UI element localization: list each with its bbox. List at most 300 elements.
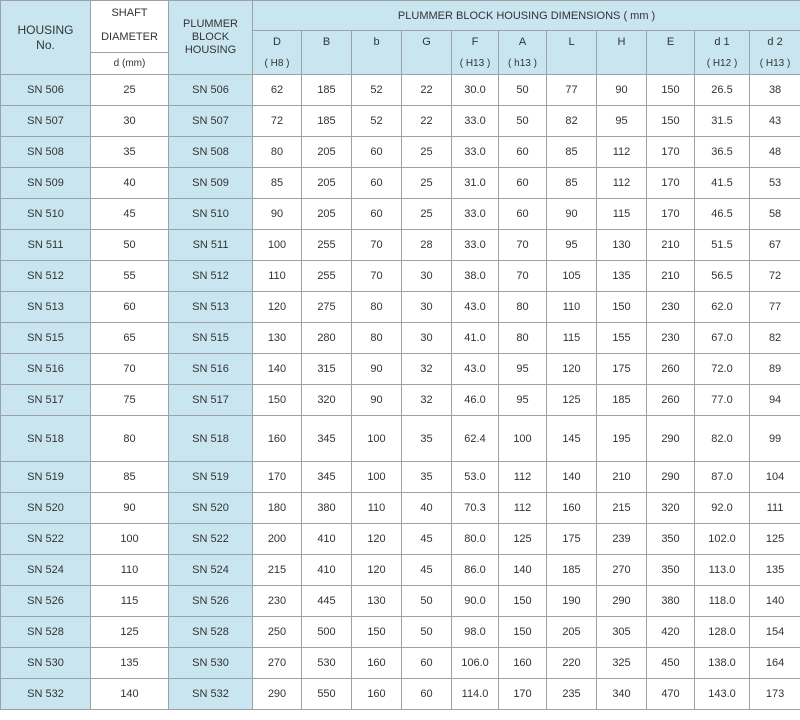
dimension-cell: 70 xyxy=(499,230,547,261)
dimension-cell: 325 xyxy=(597,648,647,679)
dimension-cell: 85 xyxy=(253,168,302,199)
dimension-cell: 30.0 xyxy=(452,75,499,106)
dimension-cell: 143.0 xyxy=(695,679,750,710)
dimension-cell: 160 xyxy=(352,648,402,679)
dimension-cell: 130 xyxy=(253,323,302,354)
column-header-7: H xyxy=(597,31,647,53)
column-tolerance-10: ( H13 ) xyxy=(750,53,800,75)
dimension-cell: 50 xyxy=(499,75,547,106)
table-row xyxy=(1,648,800,679)
column-header-0: D xyxy=(253,31,302,53)
dimension-cell: 70 xyxy=(352,230,402,261)
column-header-9: d 1 xyxy=(695,31,750,53)
shaft-header-line1: SHAFT xyxy=(111,7,148,19)
dimension-cell: 70 xyxy=(352,261,402,292)
dimension-cell: 550 xyxy=(302,679,352,710)
table-row xyxy=(1,617,800,648)
table-row xyxy=(1,385,800,416)
dimension-cell: 500 xyxy=(302,617,352,648)
dimension-cell: 205 xyxy=(547,617,597,648)
dimension-cell: 270 xyxy=(597,555,647,586)
housing-no-cell: SN 513 xyxy=(1,292,91,323)
dimension-cell: 173 xyxy=(750,679,800,710)
column-header-1: B xyxy=(302,31,352,53)
plummer-header-line2: BLOCK xyxy=(191,31,230,43)
dimension-cell: 95 xyxy=(499,385,547,416)
dimension-cell: 60 xyxy=(402,648,452,679)
dimension-cell: 90 xyxy=(597,75,647,106)
dimension-cell: 77 xyxy=(750,292,800,323)
dimension-cell: 270 xyxy=(253,648,302,679)
dimension-cell: 150 xyxy=(647,75,695,106)
dimension-cell: 120 xyxy=(253,292,302,323)
plummer-housing-cell: SN 510 xyxy=(169,199,253,230)
dimension-cell: 420 xyxy=(647,617,695,648)
dimension-cell: 170 xyxy=(253,462,302,493)
plummer-housing-cell: SN 530 xyxy=(169,648,253,679)
dimension-cell: 52 xyxy=(352,75,402,106)
dimension-cell: 120 xyxy=(547,354,597,385)
dimension-cell: 445 xyxy=(302,586,352,617)
dimension-cell: 60 xyxy=(499,199,547,230)
dimension-cell: 200 xyxy=(253,524,302,555)
dimension-cell: 30 xyxy=(402,261,452,292)
dimension-cell: 40 xyxy=(402,493,452,524)
dimension-cell: 82 xyxy=(547,106,597,137)
dimension-cell: 410 xyxy=(302,555,352,586)
dimension-cell: 33.0 xyxy=(452,199,499,230)
housing-no-cell: SN 507 xyxy=(1,106,91,137)
housing-no-cell: SN 509 xyxy=(1,168,91,199)
plummer-housing-cell: SN 524 xyxy=(169,555,253,586)
dimension-cell: 205 xyxy=(302,137,352,168)
dimension-cell: 36.5 xyxy=(695,137,750,168)
dimension-cell: 30 xyxy=(402,292,452,323)
dimension-cell: 33.0 xyxy=(452,137,499,168)
plummer-housing-cell: SN 517 xyxy=(169,385,253,416)
housing-no-cell: SN 516 xyxy=(1,354,91,385)
dimension-cell: 28 xyxy=(402,230,452,261)
column-tolerance-5: ( h13 ) xyxy=(499,53,547,75)
dimension-cell: 104 xyxy=(750,462,800,493)
dimension-cell: 170 xyxy=(647,137,695,168)
dimension-cell: 94 xyxy=(750,385,800,416)
dimension-cell: 275 xyxy=(302,292,352,323)
dimension-cell: 25 xyxy=(402,199,452,230)
column-header-8: E xyxy=(647,31,695,53)
dimension-cell: 41.5 xyxy=(695,168,750,199)
dimension-cell: 60 xyxy=(352,137,402,168)
housing-no-cell: SN 524 xyxy=(1,555,91,586)
dimension-cell: 111 xyxy=(750,493,800,524)
dimension-cell: 56.5 xyxy=(695,261,750,292)
dimension-cell: 80 xyxy=(352,323,402,354)
column-tolerance-7 xyxy=(597,53,647,75)
dimension-cell: 62.0 xyxy=(695,292,750,323)
shaft-diameter-cell: 75 xyxy=(91,385,169,416)
table-row xyxy=(1,679,800,710)
housing-no-cell: SN 532 xyxy=(1,679,91,710)
dimension-cell: 470 xyxy=(647,679,695,710)
housing-no-header xyxy=(1,1,91,75)
dimension-cell: 50 xyxy=(402,586,452,617)
shaft-header-line2: DIAMETER xyxy=(101,30,158,43)
plummer-housing-cell: SN 522 xyxy=(169,524,253,555)
dimension-cell: 72 xyxy=(750,261,800,292)
dimension-cell: 230 xyxy=(647,323,695,354)
plummer-housing-cell: SN 526 xyxy=(169,586,253,617)
table-row xyxy=(1,354,800,385)
dimension-cell: 87.0 xyxy=(695,462,750,493)
plummer-housing-cell: SN 506 xyxy=(169,75,253,106)
plummer-housing-cell: SN 518 xyxy=(169,416,253,462)
dimension-cell: 154 xyxy=(750,617,800,648)
dimension-cell: 53 xyxy=(750,168,800,199)
dimension-cell: 50 xyxy=(499,106,547,137)
dimension-cell: 164 xyxy=(750,648,800,679)
dimension-cell: 90.0 xyxy=(452,586,499,617)
dimension-cell: 95 xyxy=(547,230,597,261)
shaft-header-diameter xyxy=(91,31,169,53)
dimension-cell: 100 xyxy=(499,416,547,462)
table-row xyxy=(1,416,800,462)
dimension-cell: 140 xyxy=(750,586,800,617)
dimension-cell: 33.0 xyxy=(452,106,499,137)
dimension-cell: 120 xyxy=(352,524,402,555)
table-row xyxy=(1,292,800,323)
dimension-cell: 160 xyxy=(499,648,547,679)
plummer-header xyxy=(169,1,253,75)
dimension-cell: 350 xyxy=(647,524,695,555)
plummer-housing-cell: SN 528 xyxy=(169,617,253,648)
shaft-header xyxy=(91,1,169,31)
housing-no-cell: SN 526 xyxy=(1,586,91,617)
column-tolerance-0: ( H8 ) xyxy=(253,53,302,75)
dimension-cell: 320 xyxy=(302,385,352,416)
dimension-cell: 170 xyxy=(647,168,695,199)
table-row xyxy=(1,137,800,168)
dimension-cell: 67.0 xyxy=(695,323,750,354)
table-row xyxy=(1,493,800,524)
shaft-diameter-cell: 70 xyxy=(91,354,169,385)
housing-no-cell: SN 511 xyxy=(1,230,91,261)
dimension-cell: 135 xyxy=(750,555,800,586)
dimension-cell: 45 xyxy=(402,524,452,555)
dimension-cell: 100 xyxy=(352,416,402,462)
dimension-cell: 102.0 xyxy=(695,524,750,555)
dimension-cell: 60 xyxy=(352,168,402,199)
shaft-diameter-cell: 140 xyxy=(91,679,169,710)
shaft-diameter-cell: 35 xyxy=(91,137,169,168)
column-tolerance-8 xyxy=(647,53,695,75)
shaft-diameter-cell: 80 xyxy=(91,416,169,462)
dimension-cell: 60 xyxy=(499,168,547,199)
dimension-cell: 170 xyxy=(647,199,695,230)
dimension-cell: 30 xyxy=(402,323,452,354)
dimension-cell: 114.0 xyxy=(452,679,499,710)
dimension-cell: 99 xyxy=(750,416,800,462)
plummer-housing-cell: SN 509 xyxy=(169,168,253,199)
dimension-cell: 31.5 xyxy=(695,106,750,137)
table-row xyxy=(1,524,800,555)
column-header-6: L xyxy=(547,31,597,53)
column-header-10: d 2 xyxy=(750,31,800,53)
dimension-cell: 22 xyxy=(402,75,452,106)
dimension-cell: 150 xyxy=(647,106,695,137)
shaft-diameter-cell: 50 xyxy=(91,230,169,261)
plummer-housing-cell: SN 508 xyxy=(169,137,253,168)
dimension-cell: 50 xyxy=(402,617,452,648)
dimension-cell: 115 xyxy=(547,323,597,354)
plummer-housing-cell: SN 507 xyxy=(169,106,253,137)
dimension-cell: 190 xyxy=(547,586,597,617)
table-body xyxy=(1,75,800,710)
shaft-diameter-cell: 25 xyxy=(91,75,169,106)
dimension-cell: 255 xyxy=(302,261,352,292)
dimension-cell: 230 xyxy=(647,292,695,323)
dimension-cell: 43 xyxy=(750,106,800,137)
dimension-cell: 175 xyxy=(597,354,647,385)
column-header-2: b xyxy=(352,31,402,53)
dimension-cell: 450 xyxy=(647,648,695,679)
dimension-cell: 235 xyxy=(547,679,597,710)
dimension-cell: 160 xyxy=(253,416,302,462)
table-row xyxy=(1,230,800,261)
dimension-cell: 125 xyxy=(499,524,547,555)
dimension-cell: 25 xyxy=(402,168,452,199)
dimension-cell: 530 xyxy=(302,648,352,679)
dimension-cell: 112 xyxy=(499,493,547,524)
dimension-cell: 175 xyxy=(547,524,597,555)
dimension-cell: 106.0 xyxy=(452,648,499,679)
dimension-cell: 60 xyxy=(499,137,547,168)
dimension-cell: 125 xyxy=(547,385,597,416)
housing-no-cell: SN 512 xyxy=(1,261,91,292)
table-row xyxy=(1,168,800,199)
dimension-cell: 51.5 xyxy=(695,230,750,261)
dimension-cell: 82 xyxy=(750,323,800,354)
dimension-cell: 140 xyxy=(253,354,302,385)
dimension-cell: 98.0 xyxy=(452,617,499,648)
plummer-housing-cell: SN 520 xyxy=(169,493,253,524)
dimension-cell: 48 xyxy=(750,137,800,168)
dimension-cell: 185 xyxy=(547,555,597,586)
housing-no-cell: SN 506 xyxy=(1,75,91,106)
dimension-cell: 315 xyxy=(302,354,352,385)
dimension-cell: 250 xyxy=(253,617,302,648)
dimension-cell: 155 xyxy=(597,323,647,354)
dimension-cell: 220 xyxy=(547,648,597,679)
table-row xyxy=(1,462,800,493)
dimension-cell: 138.0 xyxy=(695,648,750,679)
dimension-cell: 135 xyxy=(597,261,647,292)
dimension-cell: 110 xyxy=(253,261,302,292)
dimension-cell: 290 xyxy=(253,679,302,710)
dimension-cell: 215 xyxy=(597,493,647,524)
housing-no-cell: SN 517 xyxy=(1,385,91,416)
housing-no-cell: SN 518 xyxy=(1,416,91,462)
dimension-cell: 70.3 xyxy=(452,493,499,524)
shaft-diameter-cell: 60 xyxy=(91,292,169,323)
dimension-cell: 112 xyxy=(597,168,647,199)
dimension-cell: 32 xyxy=(402,385,452,416)
dimension-cell: 150 xyxy=(499,586,547,617)
dimension-cell: 22 xyxy=(402,106,452,137)
dimension-cell: 280 xyxy=(302,323,352,354)
dimension-cell: 80.0 xyxy=(452,524,499,555)
plummer-housing-cell: SN 519 xyxy=(169,462,253,493)
dimension-cell: 80 xyxy=(499,323,547,354)
table-row xyxy=(1,199,800,230)
dimension-cell: 210 xyxy=(647,230,695,261)
dimension-cell: 38.0 xyxy=(452,261,499,292)
dimension-cell: 130 xyxy=(597,230,647,261)
dimension-cell: 86.0 xyxy=(452,555,499,586)
dimension-cell: 67 xyxy=(750,230,800,261)
housing-no-cell: SN 520 xyxy=(1,493,91,524)
dimension-cell: 60 xyxy=(352,199,402,230)
housing-no-cell: SN 528 xyxy=(1,617,91,648)
column-tolerance-4: ( H13 ) xyxy=(452,53,499,75)
dimension-cell: 255 xyxy=(302,230,352,261)
dimension-cell: 145 xyxy=(547,416,597,462)
dimension-cell: 125 xyxy=(750,524,800,555)
shaft-diameter-cell: 65 xyxy=(91,323,169,354)
dimension-cell: 118.0 xyxy=(695,586,750,617)
dimension-cell: 210 xyxy=(597,462,647,493)
plummer-housing-cell: SN 511 xyxy=(169,230,253,261)
dimension-cell: 345 xyxy=(302,416,352,462)
dimension-cell: 80 xyxy=(253,137,302,168)
dimension-cell: 72.0 xyxy=(695,354,750,385)
dimension-cell: 320 xyxy=(647,493,695,524)
dimension-cell: 80 xyxy=(499,292,547,323)
dimension-cell: 112 xyxy=(597,137,647,168)
housing-no-cell: SN 515 xyxy=(1,323,91,354)
shaft-diameter-cell: 115 xyxy=(91,586,169,617)
dimension-cell: 290 xyxy=(597,586,647,617)
dimension-cell: 340 xyxy=(597,679,647,710)
dimension-cell: 33.0 xyxy=(452,230,499,261)
dimension-cell: 150 xyxy=(597,292,647,323)
dimension-cell: 25 xyxy=(402,137,452,168)
column-tolerance-9: ( H12 ) xyxy=(695,53,750,75)
plummer-header-line1: PLUMMER xyxy=(182,18,238,30)
dimension-cell: 43.0 xyxy=(452,354,499,385)
table-row xyxy=(1,261,800,292)
shaft-diameter-cell: 45 xyxy=(91,199,169,230)
dimension-cell: 160 xyxy=(547,493,597,524)
dimension-cell: 185 xyxy=(597,385,647,416)
dimension-cell: 205 xyxy=(302,199,352,230)
table-row xyxy=(1,586,800,617)
plummer-housing-cell: SN 532 xyxy=(169,679,253,710)
dimension-cell: 113.0 xyxy=(695,555,750,586)
dimension-cell: 90 xyxy=(547,199,597,230)
dimension-cell: 82.0 xyxy=(695,416,750,462)
column-tolerance-2 xyxy=(352,53,402,75)
dimension-cell: 210 xyxy=(647,261,695,292)
dimension-cell: 46.5 xyxy=(695,199,750,230)
dimension-cell: 80 xyxy=(352,292,402,323)
housing-no-cell: SN 508 xyxy=(1,137,91,168)
dimension-cell: 130 xyxy=(352,586,402,617)
shaft-diameter-cell: 100 xyxy=(91,524,169,555)
dimension-cell: 70 xyxy=(499,261,547,292)
shaft-diameter-cell: 135 xyxy=(91,648,169,679)
dimension-cell: 92.0 xyxy=(695,493,750,524)
table-header xyxy=(1,1,800,75)
dimension-cell: 140 xyxy=(499,555,547,586)
plummer-housing-cell: SN 515 xyxy=(169,323,253,354)
dimension-cell: 120 xyxy=(352,555,402,586)
dimension-cell: 62 xyxy=(253,75,302,106)
shaft-diameter-cell: 85 xyxy=(91,462,169,493)
dimension-cell: 26.5 xyxy=(695,75,750,106)
column-tolerance-3 xyxy=(402,53,452,75)
dimension-cell: 95 xyxy=(499,354,547,385)
plummer-housing-cell: SN 516 xyxy=(169,354,253,385)
housing-no-cell: SN 522 xyxy=(1,524,91,555)
dimension-cell: 305 xyxy=(597,617,647,648)
dimension-cell: 260 xyxy=(647,385,695,416)
housing-header-line2: No. xyxy=(36,37,55,52)
column-tolerance-6 xyxy=(547,53,597,75)
dimension-cell: 41.0 xyxy=(452,323,499,354)
dimension-cell: 110 xyxy=(547,292,597,323)
dimension-cell: 215 xyxy=(253,555,302,586)
dimension-cell: 100 xyxy=(253,230,302,261)
dimension-cell: 89 xyxy=(750,354,800,385)
shaft-diameter-cell: 125 xyxy=(91,617,169,648)
dimension-cell: 35 xyxy=(402,416,452,462)
dimension-cell: 95 xyxy=(597,106,647,137)
dimension-cell: 290 xyxy=(647,462,695,493)
dimension-cell: 380 xyxy=(647,586,695,617)
dimensions-title: PLUMMER BLOCK HOUSING DIMENSIONS ( mm ) xyxy=(253,1,800,31)
dimension-cell: 380 xyxy=(302,493,352,524)
dimension-cell: 60 xyxy=(402,679,452,710)
dimension-cell: 410 xyxy=(302,524,352,555)
dimension-cell: 53.0 xyxy=(452,462,499,493)
dimension-cell: 77.0 xyxy=(695,385,750,416)
dimension-cell: 77 xyxy=(547,75,597,106)
column-tolerance-1 xyxy=(302,53,352,75)
plummer-housing-cell: SN 513 xyxy=(169,292,253,323)
dimension-cell: 105 xyxy=(547,261,597,292)
dimension-cell: 185 xyxy=(302,75,352,106)
table-row xyxy=(1,323,800,354)
shaft-diameter-cell: 110 xyxy=(91,555,169,586)
dimension-cell: 45 xyxy=(402,555,452,586)
dimension-cell: 260 xyxy=(647,354,695,385)
housing-header-line1: HOUSING xyxy=(17,22,74,37)
dimension-cell: 290 xyxy=(647,416,695,462)
dimension-cell: 85 xyxy=(547,168,597,199)
dimension-cell: 170 xyxy=(499,679,547,710)
dimension-cell: 160 xyxy=(352,679,402,710)
dimension-cell: 195 xyxy=(597,416,647,462)
dimension-cell: 140 xyxy=(547,462,597,493)
plummer-housing-cell: SN 512 xyxy=(169,261,253,292)
shaft-diameter-cell: 40 xyxy=(91,168,169,199)
dimension-cell: 112 xyxy=(499,462,547,493)
dimension-cell: 62.4 xyxy=(452,416,499,462)
dimension-cell: 110 xyxy=(352,493,402,524)
plummer-header-line3: HOUSING xyxy=(184,44,237,56)
dimension-cell: 43.0 xyxy=(452,292,499,323)
dimension-cell: 150 xyxy=(352,617,402,648)
